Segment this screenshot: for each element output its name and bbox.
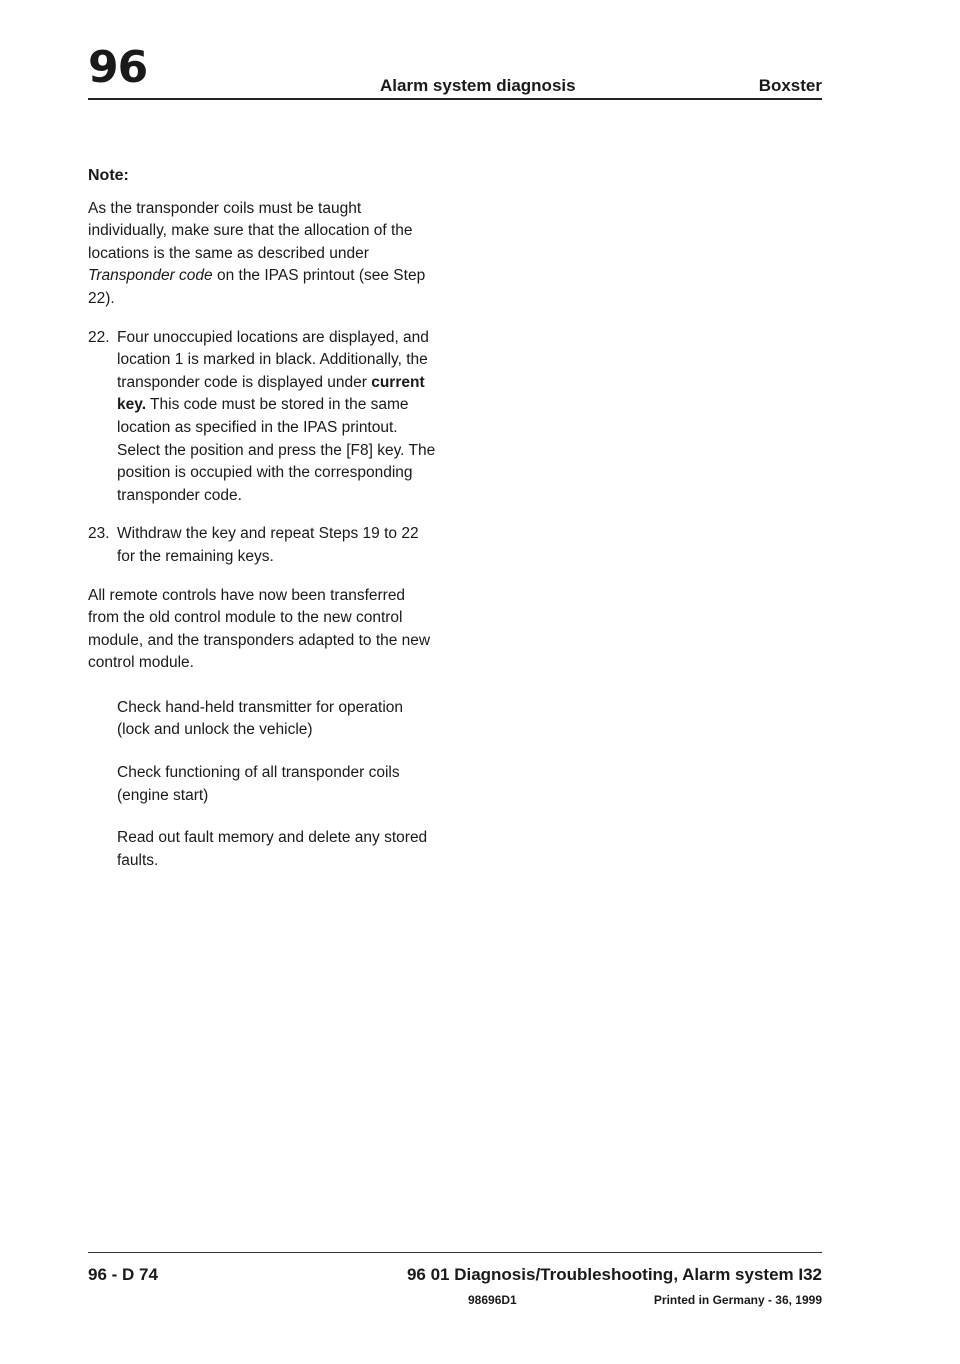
step-number: 23. <box>88 525 110 543</box>
note-emphasis: Transponder code <box>88 267 213 285</box>
page-title: Alarm system diagnosis <box>380 76 576 95</box>
current-key-label: current key. <box>117 373 425 414</box>
section-reference: 96 01 Diagnosis/Troubleshooting, Alarm system I32 <box>406 1265 822 1284</box>
step-body: Withdraw the key and repeat Steps 19 to 22 for the remaining keys. <box>117 525 419 565</box>
print-info: Printed in Germany - 36, 1999 <box>653 1293 822 1307</box>
main-content <box>88 165 438 892</box>
note-block <box>88 165 438 311</box>
model-name: Boxster <box>758 76 822 95</box>
header-divider <box>88 98 822 100</box>
note-title: Note: <box>88 167 129 184</box>
check-transponder-coils: Check functioning of all transponder coils (engine start) <box>117 764 400 804</box>
page-number: 96 - D 74 <box>88 1265 158 1284</box>
footer-divider <box>88 1252 822 1253</box>
step-instruction: Select the position and press the [F8] key. The position is occupied with the corresponding transponder code. <box>117 441 436 504</box>
check-fault-memory: Read out fault memory and delete any stored faults. <box>117 829 428 869</box>
step-23 <box>88 523 438 568</box>
step-22 <box>88 327 438 508</box>
step-body: Four unoccupied locations are displayed, and location 1 is marked in black. Additionally, the transponder code is displayed under current key. This code must be stored in the same location as specified in the IPAS printout. Select the position and press the [F8] key. The position is occupied with the corresponding transponder code. <box>117 327 438 508</box>
section-number: 96 <box>88 42 148 93</box>
note-text: As the transponder coils must be taught individually, make sure that the allocation of the locations is the same as described under Transponder code on the IPAS printout (see Step 22). <box>88 199 426 307</box>
check-transmitter: Check hand-held transmitter for operation (lock and unlock the vehicle) <box>117 698 404 739</box>
step-number: 22. <box>88 328 110 346</box>
summary-text: All remote controls have now been transferred from the old control module to the new control module, and the transponders adapted to the new control module. <box>88 586 431 672</box>
document-code: 98696D1 <box>468 1293 517 1307</box>
